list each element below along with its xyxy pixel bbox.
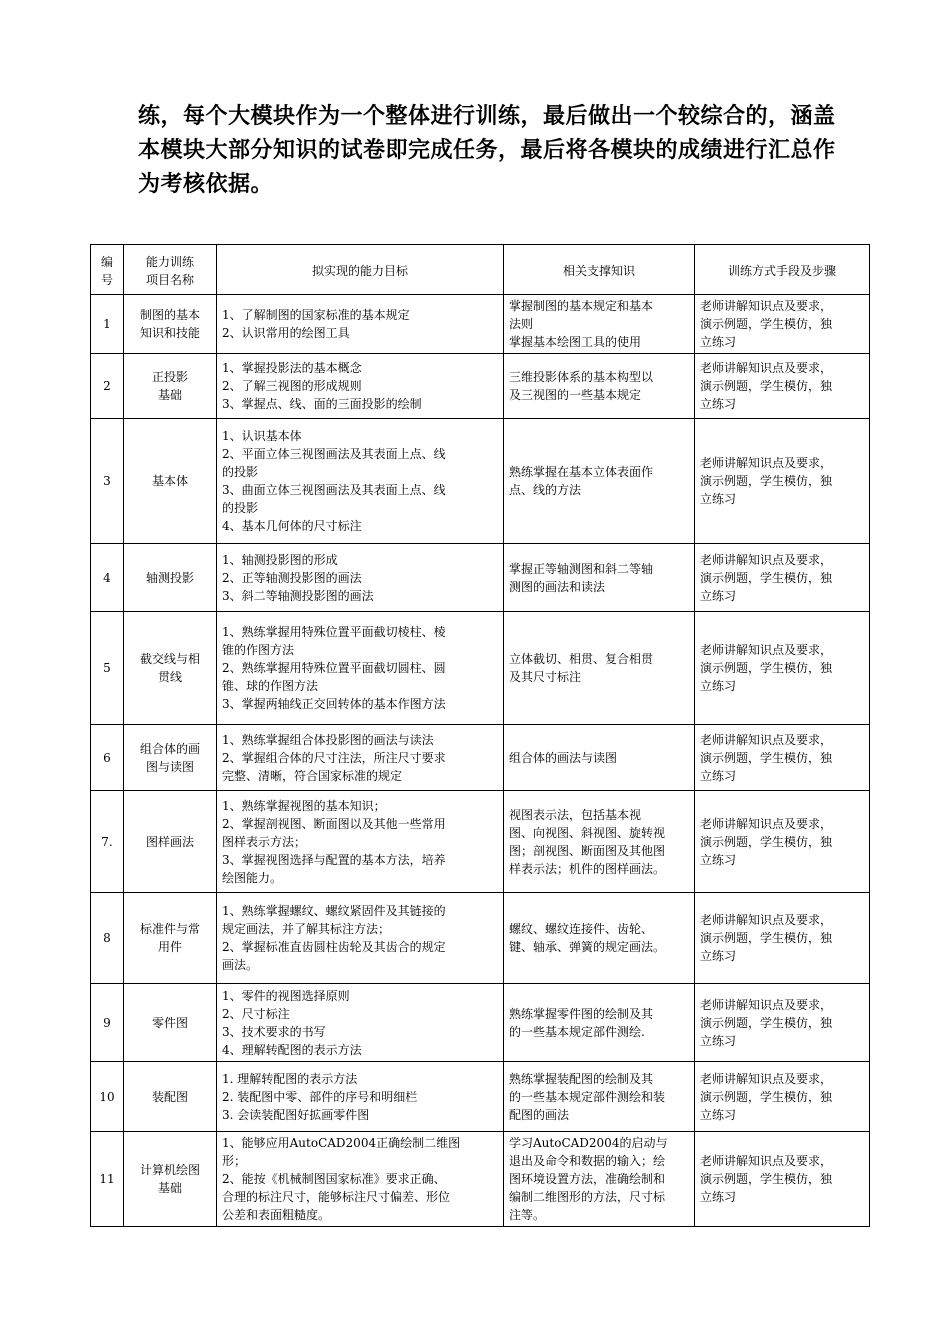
- ability-goal-line: 1、了解制图的国家标准的基本规定: [222, 308, 410, 322]
- knowledge-line: 视图表示法，包括基本视: [509, 807, 642, 822]
- ability-goal-line: 锥的作图方法: [222, 643, 295, 657]
- project-name-line: 正投影: [151, 370, 188, 384]
- training-method-line: 演示例题，学生模仿，独: [700, 834, 833, 849]
- row-number-cell: 11: [91, 1132, 124, 1227]
- training-method-line: 立练习: [700, 492, 737, 506]
- ability-goal-line: 1、能够应用AutoCAD2004正确绘制二维图: [222, 1136, 461, 1150]
- knowledge-line: 立体截切、相贯、复合相贯: [509, 652, 654, 666]
- project-name-cell: [124, 354, 217, 419]
- training-method-line: 立练习: [700, 1190, 737, 1204]
- training-method-cell: [695, 725, 870, 791]
- intro-line: 为考核依据。: [138, 172, 274, 197]
- table-row: [91, 612, 870, 725]
- ability-goal-line: 4、理解转配图的表示方法: [222, 1042, 362, 1057]
- knowledge-line: 熟练掌握在基本立体表面作: [509, 465, 654, 479]
- knowledge-line: 键、轴承、弹簧的规定画法。: [509, 940, 666, 954]
- intro-line: 练，每个大模块作为一个整体进行训练，最后做出一个较综合的，涵盖: [138, 104, 836, 129]
- ability-goal-line: 3、曲面立体三视图画法及其表面上点、线: [222, 483, 446, 497]
- supporting-knowledge-cell: [504, 1062, 695, 1132]
- training-method-cell: [695, 893, 870, 984]
- ability-goal-line: 2、掌握组合体的尺寸注法，所注尺寸要求: [222, 750, 446, 765]
- project-name-cell: [124, 984, 217, 1062]
- training-method-line: 老师讲解知识点及要求，: [700, 299, 833, 313]
- knowledge-line: 配图的画法: [509, 1107, 570, 1122]
- supporting-knowledge-cell: [504, 354, 695, 419]
- ability-goal-line: 3、掌握两轴线正交回转体的基本作图方法: [222, 697, 446, 711]
- header-name-line: 能力训练: [145, 254, 194, 269]
- training-method-line: 演示例题，学生模仿，独: [700, 1172, 833, 1186]
- ability-goal-line: 2、熟练掌握用特殊位置平面截切圆柱、圆: [222, 661, 446, 675]
- row-number-cell: 7.: [91, 791, 124, 893]
- training-method-line: 立练习: [700, 679, 737, 693]
- ability-goal-line: 2、正等轴测投影图的画法: [222, 570, 362, 585]
- training-method-line: 演示例题，学生模仿，独: [700, 1015, 833, 1030]
- row-number-cell: 2: [91, 354, 124, 419]
- table-body: [91, 295, 870, 1227]
- knowledge-line: 图、向视图、斜视图、旋转视: [509, 825, 666, 840]
- training-method-line: 演示例题，学生模仿，独: [700, 931, 833, 945]
- training-method-line: 老师讲解知识点及要求，: [700, 997, 833, 1012]
- ability-goal-line: 3、斜二等轴测投影图的画法: [222, 588, 374, 603]
- header-training-method: 训练方式手段及步骤: [695, 245, 870, 295]
- table-row: [91, 725, 870, 791]
- training-method-line: 老师讲解知识点及要求，: [700, 913, 833, 927]
- ability-goal-cell: [217, 354, 504, 419]
- training-method-cell: [695, 984, 870, 1062]
- supporting-knowledge-cell: [504, 612, 695, 725]
- knowledge-line: 掌握基本绘图工具的使用: [509, 335, 642, 349]
- knowledge-line: 编制二维图形的方法，尺寸标: [509, 1190, 666, 1204]
- knowledge-line: 点、线的方法: [509, 483, 582, 497]
- project-name-line: 截交线与相: [139, 652, 200, 666]
- training-method-line: 立练习: [700, 1107, 737, 1122]
- knowledge-line: 的一些基本规定部件测绘.: [509, 1024, 645, 1039]
- knowledge-line: 注等。: [509, 1208, 546, 1222]
- knowledge-line: 熟练掌握装配图的绘制及其: [509, 1071, 654, 1086]
- knowledge-line: 掌握正等轴测图和斜二等轴: [509, 561, 654, 576]
- training-method-line: 演示例题，学生模仿，独: [700, 474, 833, 488]
- knowledge-line: 样表示法；机件的图样画法。: [509, 861, 666, 876]
- table-row: [91, 544, 870, 612]
- project-name-line: 制图的基本: [139, 308, 200, 322]
- row-number-cell: 8: [91, 893, 124, 984]
- ability-goal-line: 2、能按《机械制图国家标准》要求正确、: [222, 1172, 446, 1186]
- supporting-knowledge-cell: [504, 791, 695, 893]
- ability-goal-cell: [217, 1062, 504, 1132]
- ability-goal-line: 的投影: [222, 465, 259, 479]
- training-method-cell: [695, 354, 870, 419]
- supporting-knowledge-cell: [504, 295, 695, 354]
- ability-goal-line: 2、平面立体三视图画法及其表面上点、线: [222, 447, 446, 461]
- ability-goal-line: 锥、球的作图方法: [222, 679, 319, 693]
- project-name-cell: [124, 295, 217, 354]
- knowledge-line: 及其尺寸标注: [509, 670, 582, 684]
- supporting-knowledge-cell: [504, 984, 695, 1062]
- header-number-line: 号: [100, 272, 113, 287]
- ability-goal-line: 2、掌握剖视图、断面图以及其他一些常用: [222, 816, 446, 831]
- training-method-line: 老师讲解知识点及要求，: [700, 552, 833, 567]
- ability-goal-line: 的投影: [222, 501, 259, 515]
- training-method-line: 演示例题，学生模仿，独: [700, 317, 833, 331]
- training-method-line: 立练习: [700, 949, 737, 963]
- training-method-cell: [695, 612, 870, 725]
- project-name-line: 基本体: [151, 474, 188, 488]
- training-method-line: 老师讲解知识点及要求，: [700, 816, 833, 831]
- ability-goal-line: 1、掌握投影法的基本概念: [222, 361, 362, 375]
- row-number-cell: 5: [91, 612, 124, 725]
- project-name-line: 图与读图: [145, 759, 194, 774]
- training-method-line: 立练习: [700, 1033, 737, 1048]
- project-name-cell: [124, 1132, 217, 1227]
- ability-goal-line: 1、熟练掌握螺纹、螺纹紧固件及其链接的: [222, 904, 446, 918]
- knowledge-line: 掌握制图的基本规定和基本: [509, 299, 654, 313]
- training-method-line: 立练习: [700, 768, 737, 783]
- supporting-knowledge-cell: [504, 544, 695, 612]
- header-ability-goal: 拟实现的能力目标: [217, 245, 504, 295]
- project-name-cell: [124, 544, 217, 612]
- training-method-line: 立练习: [700, 588, 737, 603]
- training-method-line: 演示例题，学生模仿，独: [700, 750, 833, 765]
- ability-goal-cell: [217, 419, 504, 544]
- project-name-cell: [124, 1062, 217, 1132]
- knowledge-line: 图环境设置方法，准确绘制和: [509, 1172, 666, 1186]
- knowledge-line: 图；剖视图、断面图及其他图: [509, 843, 666, 858]
- project-name-line: 组合体的画: [139, 741, 200, 756]
- ability-goal-cell: [217, 544, 504, 612]
- knowledge-line: 测图的画法和读法: [509, 579, 606, 594]
- row-number-cell: 10: [91, 1062, 124, 1132]
- ability-goal-cell: [217, 984, 504, 1062]
- supporting-knowledge-cell: [504, 893, 695, 984]
- ability-goal-line: 1、零件的视图选择原则: [222, 988, 350, 1003]
- ability-goal-line: 2、尺寸标注: [222, 1006, 290, 1021]
- training-method-line: 立练习: [700, 852, 737, 867]
- ability-goal-line: 1、认识基本体: [222, 429, 302, 443]
- project-name-line: 标准件与常: [139, 922, 200, 936]
- ability-goal-cell: [217, 791, 504, 893]
- project-name-line: 零件图: [151, 1015, 188, 1030]
- header-project-name: [124, 245, 217, 295]
- knowledge-line: 退出及命令和数据的输入；绘: [509, 1154, 666, 1168]
- knowledge-line: 熟练掌握零件图的绘制及其: [509, 1006, 654, 1021]
- training-method-cell: [695, 1062, 870, 1132]
- table-row: [91, 295, 870, 354]
- row-number-cell: 1: [91, 295, 124, 354]
- knowledge-line: 法则: [509, 317, 534, 331]
- ability-goal-line: 规定画法，并了解其标注方法；: [222, 922, 391, 936]
- knowledge-line: 三维投影体系的基本构型以: [509, 370, 654, 384]
- project-name-line: 基础: [157, 1181, 182, 1195]
- project-name-cell: [124, 725, 217, 791]
- ability-goal-line: 3、掌握点、线、面的三面投影的绘制: [222, 397, 422, 411]
- training-method-line: 老师讲解知识点及要求，: [700, 1154, 833, 1168]
- intro-line: 本模块大部分知识的试卷即完成任务，最后将各模块的成绩进行汇总作: [138, 138, 836, 163]
- ability-goal-cell: [217, 725, 504, 791]
- supporting-knowledge-cell: [504, 725, 695, 791]
- ability-goal-line: 画法。: [222, 958, 259, 972]
- project-name-line: 装配图: [151, 1089, 188, 1104]
- header-name-line: 项目名称: [145, 272, 194, 287]
- training-method-line: 老师讲解知识点及要求，: [700, 643, 833, 657]
- ability-goal-line: 完整、清晰，符合国家标准的规定: [222, 768, 403, 783]
- ability-goal-line: 2、掌握标准直齿圆柱齿轮及其齿合的规定: [222, 940, 446, 954]
- knowledge-line: 及三视图的一些基本规定: [509, 388, 642, 402]
- project-name-line: 基础: [157, 388, 182, 402]
- knowledge-line: 的一些基本规定部件测绘和装: [509, 1089, 666, 1104]
- ability-goal-line: 公差和表面粗糙度。: [222, 1208, 331, 1222]
- header-number-line: 编: [100, 254, 113, 269]
- training-method-line: 老师讲解知识点及要求，: [700, 732, 833, 747]
- training-method-cell: [695, 419, 870, 544]
- training-method-line: 老师讲解知识点及要求，: [700, 361, 833, 375]
- ability-goal-line: 3、技术要求的书写: [222, 1024, 326, 1039]
- project-name-line: 图样画法: [145, 834, 194, 849]
- header-supporting-knowledge: 相关支撑知识: [504, 245, 695, 295]
- ability-goal-line: 3. 会读装配图好拡画零件图: [222, 1107, 370, 1122]
- project-name-line: 计算机绘图: [139, 1163, 200, 1177]
- table-header-row: [91, 245, 870, 295]
- training-method-cell: [695, 1132, 870, 1227]
- project-name-cell: [124, 612, 217, 725]
- row-number-cell: 9: [91, 984, 124, 1062]
- ability-goal-line: 合理的标注尺寸，能够标注尺寸偏差、形位: [222, 1190, 451, 1204]
- training-method-line: 演示例题，学生模仿，独: [700, 1089, 833, 1104]
- project-name-line: 知识和技能: [139, 326, 200, 340]
- project-name-cell: [124, 893, 217, 984]
- training-method-line: 演示例题，学生模仿，独: [700, 570, 833, 585]
- training-method-cell: [695, 544, 870, 612]
- ability-goal-line: 1、熟练掌握组合体投影图的画法与读法: [222, 732, 434, 747]
- header-number: [91, 245, 124, 295]
- training-plan-table: [90, 244, 870, 1227]
- ability-goal-cell: [217, 1132, 504, 1227]
- training-method-line: 老师讲解知识点及要求，: [700, 1071, 833, 1086]
- ability-goal-line: 1、熟练掌握用特殊位置平面截切棱柱、棱: [222, 625, 446, 639]
- ability-goal-line: 2、了解三视图的形成规则: [222, 379, 362, 393]
- project-name-line: 贯线: [157, 670, 182, 684]
- ability-goal-line: 绘图能力。: [222, 870, 283, 885]
- training-method-line: 演示例题，学生模仿，独: [700, 661, 833, 675]
- table-row: [91, 893, 870, 984]
- project-name-cell: [124, 791, 217, 893]
- ability-goal-cell: [217, 893, 504, 984]
- table-row: [91, 419, 870, 544]
- training-method-cell: [695, 295, 870, 354]
- ability-goal-line: 1、轴测投影图的形成: [222, 552, 338, 567]
- knowledge-line: 组合体的画法与读图: [509, 750, 618, 765]
- supporting-knowledge-cell: [504, 419, 695, 544]
- ability-goal-line: 3、掌握视图选择与配置的基本方法，培养: [222, 852, 446, 867]
- row-number-cell: 6: [91, 725, 124, 791]
- training-method-line: 老师讲解知识点及要求，: [700, 456, 833, 470]
- row-number-cell: 4: [91, 544, 124, 612]
- knowledge-line: 学习AutoCAD2004的启动与: [509, 1136, 668, 1150]
- training-method-line: 立练习: [700, 397, 737, 411]
- ability-goal-line: 2. 装配图中零、部件的序号和明细栏: [222, 1089, 418, 1104]
- intro-paragraph: [138, 100, 863, 202]
- table-row: [91, 354, 870, 419]
- training-method-cell: [695, 791, 870, 893]
- ability-goal-line: 形；: [222, 1154, 247, 1168]
- table-row: [91, 984, 870, 1062]
- project-name-line: 用件: [157, 940, 182, 954]
- ability-goal-cell: [217, 295, 504, 354]
- row-number-cell: 3: [91, 419, 124, 544]
- ability-goal-line: 1. 理解转配图的表示方法: [222, 1071, 358, 1086]
- table-row: [91, 1132, 870, 1227]
- knowledge-line: 螺纹、螺纹连接件、齿轮、: [509, 922, 654, 936]
- table-row: [91, 791, 870, 893]
- training-method-line: 演示例题，学生模仿，独: [700, 379, 833, 393]
- project-name-cell: [124, 419, 217, 544]
- project-name-line: 轴测投影: [145, 570, 194, 585]
- table-row: [91, 1062, 870, 1132]
- ability-goal-line: 4、基本几何体的尺寸标注: [222, 519, 362, 533]
- ability-goal-cell: [217, 612, 504, 725]
- supporting-knowledge-cell: [504, 1132, 695, 1227]
- ability-goal-line: 1、熟练掌握视图的基本知识；: [222, 798, 386, 813]
- ability-goal-line: 图样表示方法；: [222, 834, 307, 849]
- ability-goal-line: 2、认识常用的绘图工具: [222, 326, 350, 340]
- training-method-line: 立练习: [700, 335, 737, 349]
